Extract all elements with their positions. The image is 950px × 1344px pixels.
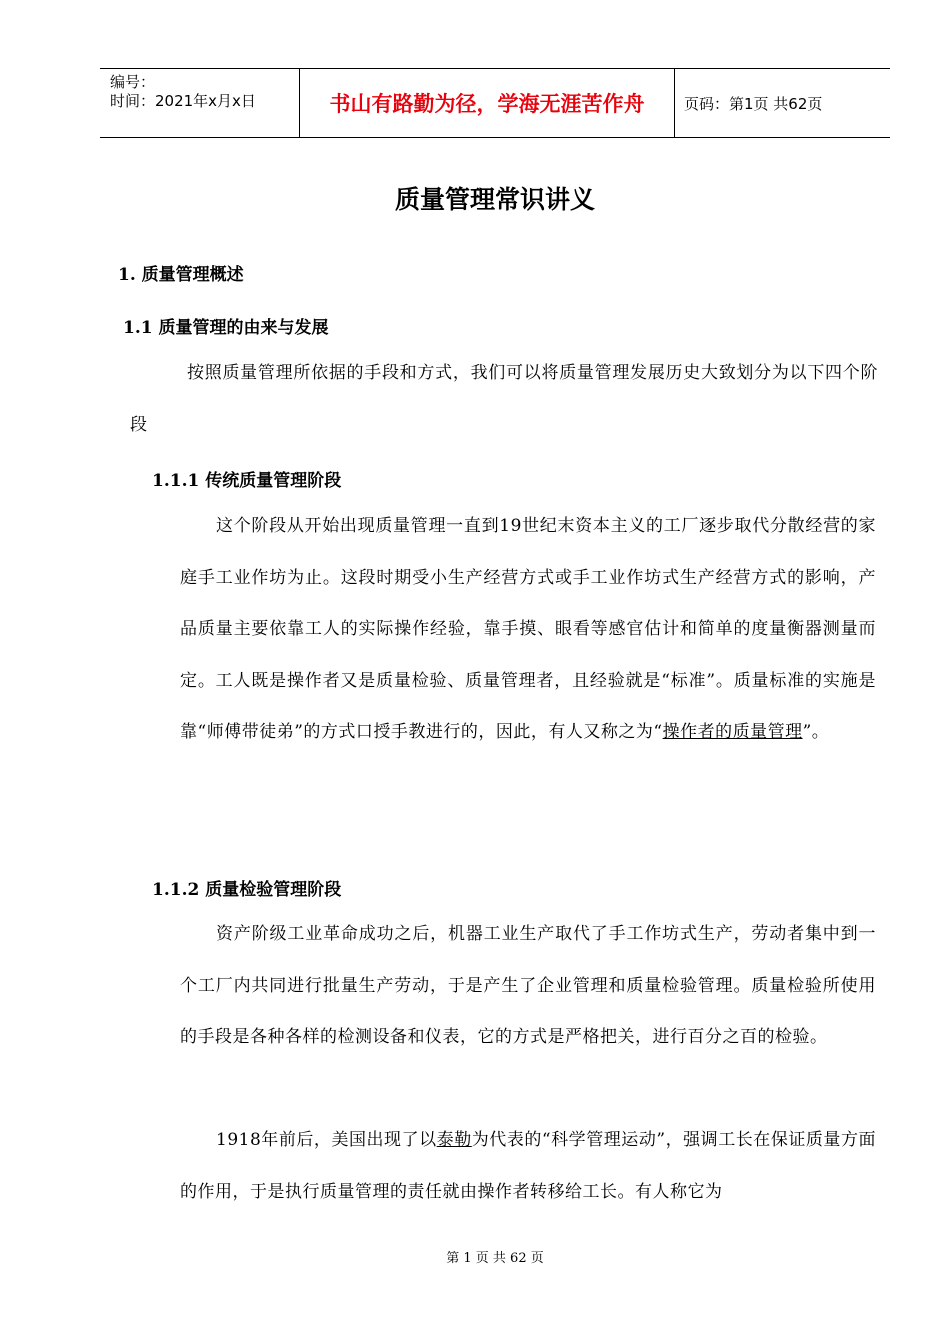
paragraph-text-end: 为代表的“科学管理运动”，强调工长在保证质量方面的作用，于是执行质量管理的责任就由操作者转移给工长。有人称它为 <box>180 1130 877 1202</box>
paragraph-text: 1918年前后，美国出现了以 <box>216 1130 437 1150</box>
document-header <box>100 68 890 138</box>
paragraph-text: 这个阶段从开始出现质量管理一直到19世纪末资本主义的工厂逐步取代分散经营的家庭手工业作坊为止。这段时期受小生产经营方式或手工业作坊式生产经营方式的影响，产品质量主要依靠工人的实际操作经验，靠手摸、眼看等感官估计和简单的度量衡器测量而定。工人既是操作者又是质量检验、质量管理者，且经验就是“标准”。质量标准的实施是靠“师傅带徒弟”的方式口授手教进行的，因此，有人又称之为“ <box>180 516 876 742</box>
time-label: 时间：2021年x月x日 <box>110 92 256 110</box>
section-1-1-1-heading: 1.1.1 传统质量管理阶段 <box>152 471 342 491</box>
operator-quality-link[interactable]: 操作者的质量管理 <box>662 722 803 742</box>
number-label: 编号： <box>110 73 156 91</box>
paragraph-text-end: ”。 <box>802 722 830 742</box>
document-title: 质量管理常识讲义 <box>394 185 595 214</box>
section-1-1-1-paragraph <box>180 501 876 759</box>
header-motto: 书山有路勤为径，学海无涯苦作舟 <box>300 69 675 137</box>
section-1-1-2-heading: 1.1.2 质量检验管理阶段 <box>152 880 342 900</box>
section-1-1-2-paragraph-2 <box>180 1115 876 1218</box>
section-1-heading: 1. 质量管理概述 <box>118 265 244 285</box>
page-footer: 第 1 页 共 62 页 <box>446 1251 544 1266</box>
header-meta <box>100 69 300 137</box>
section-1-1-heading: 1.1 质量管理的由来与发展 <box>123 318 329 338</box>
header-page-info: 页码：第1页 共62页 <box>684 94 823 113</box>
section-1-1-intro: 按照质量管理所依据的手段和方式，我们可以将质量管理发展历史大致划分为以下四个阶段 <box>130 363 878 435</box>
section-1-1-2-paragraph-1: 资产阶级工业革命成功之后，机器工业生产取代了手工作坊式生产，劳动者集中到一个工厂内共同进行批量生产劳动，于是产生了企业管理和质量检验管理。质量检验所使用的手段是各种各样的检测设备和仪表，它的方式是严格把关，进行百分之百的检验。 <box>180 924 876 1047</box>
taylor-link[interactable]: 泰勒 <box>436 1130 472 1150</box>
